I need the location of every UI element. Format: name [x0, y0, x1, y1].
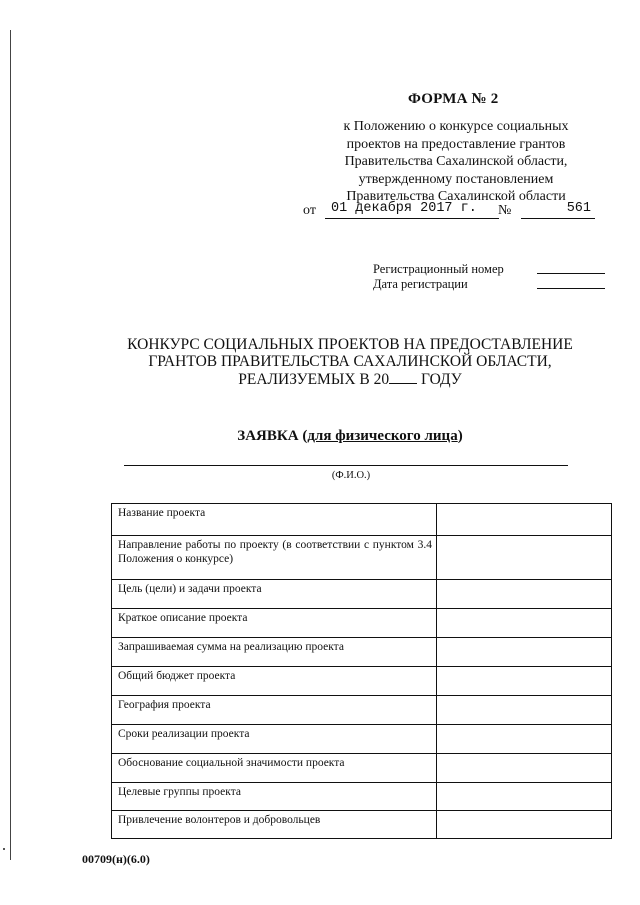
fio-field[interactable] — [124, 465, 568, 466]
table-row — [112, 579, 611, 608]
table-row — [112, 504, 611, 535]
registration-number-label: Регистрационный номер — [373, 262, 504, 276]
row-label: Цель (цели) и задачи проекта — [118, 583, 262, 595]
year-blank[interactable] — [389, 370, 417, 384]
registration-date-field[interactable] — [537, 288, 605, 289]
reference-line: проектов на предоставление грантов — [346, 136, 566, 152]
registration-date-label: Дата регистрации — [373, 277, 468, 291]
table-column-divider — [436, 504, 437, 838]
decree-prefix: от — [303, 203, 316, 218]
page-edge-line — [10, 30, 11, 860]
registration-date-row — [373, 277, 605, 292]
decree-number: 561 — [521, 201, 595, 219]
row-label: Сроки реализации проекта — [118, 728, 250, 740]
row-label: Привлечение волонтеров и добровольцев — [118, 814, 321, 826]
contest-title-line — [60, 370, 640, 388]
reference-line: утвержденному постановлением — [358, 171, 554, 187]
registration-number-field[interactable] — [537, 273, 605, 274]
registration-number-row — [373, 262, 605, 277]
registration-block — [373, 262, 605, 292]
decree-line — [303, 200, 603, 222]
contest-title-line: ГРАНТОВ ПРАВИТЕЛЬСТВА САХАЛИНСКОЙ ОБЛАСТИ, — [148, 353, 552, 370]
decree-number-label: № — [498, 203, 512, 218]
row-label: Общий бюджет проекта — [118, 670, 236, 682]
contest-year-suffix: ГОДУ — [421, 371, 462, 388]
form-reference — [320, 118, 592, 206]
table-row — [112, 695, 611, 724]
reference-line: к Положению о конкурсе социальных — [343, 119, 569, 134]
reference-line: Правительства Сахалинской области, — [344, 154, 568, 170]
document-code: 00709(н)(6.0) — [82, 852, 150, 866]
row-label: Обоснование социальной значимости проекта — [118, 757, 345, 769]
scan-dot — [3, 848, 5, 850]
fio-caption: (Ф.И.О.) — [331, 470, 371, 481]
application-word: ЗАЯВКА — [237, 428, 299, 444]
open-paren: ( — [302, 428, 308, 444]
table-row — [112, 782, 611, 810]
table-row — [112, 637, 611, 666]
table-row — [112, 666, 611, 695]
reference-line: Правительства Сахалинской области — [346, 189, 566, 205]
row-label: Запрашиваемая сумма на реализацию проекта — [118, 641, 344, 653]
application-heading — [0, 428, 640, 445]
contest-year-prefix: РЕАЛИЗУЕМЫХ В 20 — [238, 371, 390, 388]
contest-title-line: КОНКУРС СОЦИАЛЬНЫХ ПРОЕКТОВ НА ПРЕДОСТАВЛЕНИЕ — [127, 336, 573, 353]
table-row — [112, 608, 611, 637]
application-subject: для физического лица — [307, 428, 458, 444]
row-label: Название проекта — [118, 507, 206, 519]
row-label: Целевые группы проекта — [118, 786, 241, 798]
table-row — [112, 753, 611, 782]
table-row — [112, 535, 611, 579]
project-table — [111, 503, 612, 839]
form-title: ФОРМА № 2 — [408, 91, 499, 107]
table-row — [112, 724, 611, 753]
row-label: География проекта — [118, 699, 211, 711]
decree-date: 01 декабря 2017 г. — [325, 201, 499, 219]
row-label: Направление работы по проекту (в соответствии с пунктом 3.4 Положения о конкурсе) — [118, 539, 432, 565]
table-row — [112, 810, 611, 840]
row-label: Краткое описание проекта — [118, 612, 248, 624]
close-paren: ) — [457, 428, 463, 444]
contest-title — [60, 336, 640, 388]
